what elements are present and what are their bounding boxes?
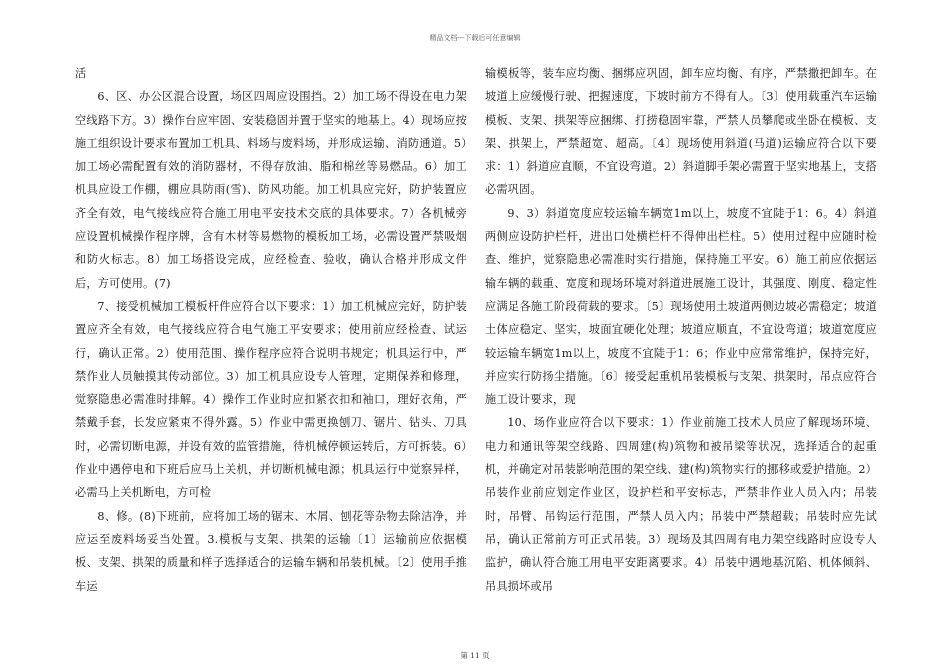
page-header: 精品文档---下载后可任意编辑 [429,34,521,42]
paragraph: 8、修。(8)下班前，应将加工场的锯末、木屑、刨花等杂物去除洁净，并应运至废料场妥当处置。3.模板与支架、拱架的运输〔1〕运输前应依据模板、支架、拱架的质量和样子选择适合的运输车辆和吊装机械。〔2〕使用手推车运 [75,509,467,593]
page-number: 第 11 页 [460,651,490,660]
paragraph: 输模板等，装车应均衡、捆绑应巩固，卸车应均衡、有序，严禁撒把卸车。在坡道上应缓慢行驶、把握速度，下坡时前方不得有人。〔3〕使用载重汽车运输模板、支架、拱架等应捆绑、打捞稳固牢靠，严禁人员攀爬或坐卧在模板、支架、拱架上，严禁超宽、超高。〔4〕现场使用斜道(马道)运输应符合以下要求：1）斜道应直顺，不宜设弯道。2）斜道脚手架必需置于坚实地基上，支搭必需巩固。 [485,67,877,197]
paragraph: 10、场作业应符合以下要求：1）作业前施工技术人员应了解现场环境、电力和通讯等架空线路、四周建(构)筑物和被吊梁等状况，选择适合的起重机，并确定对吊装影响范围的架空线、建(构)筑物实行的挪移或爱护措施。2）吊装作业前应划定作业区，设护栏和平安标志，严禁非作业人员入内；吊装时，吊臂、吊钩运行范围，严禁人员入内；吊装中严禁超载；吊装时应先试吊，确认正常前方可正式吊装。3）现场及其四周有电力架空线路时应设专人监护，确认符合施工用电平安距离要求。4）吊装中遇地基沉陷、机体倾斜、吊具损坏或吊 [485,416,877,593]
paragraph: 活 [75,67,87,80]
paragraph: 9、3）斜道宽度应较运输车辆宽1m以上，坡度不宜陡于1：6。4）斜道两侧应设防护栏杆，进出口处横栏杆不得伸出栏柱。5）使用过程中应随时检查、维护，觉察隐患必需准时实行措施，保持施工平安。6）施工前应依据运输车辆的载重、宽度和现场环境对斜道进展施工设计，其强度、刚度、稳定性应满足各施工阶段荷载的要求。〔5〕现场使用土坡道两侧边坡必需稳定；坡道土体应稳定、坚实，坡面宜硬化处理；坡道应顺直，不宜设弯道；坡道宽度应较运输车辆宽1m以上，坡度不宜陡于1：6；作业中应常常维护，保持完好，并应实行防扬尘措施。〔6〕接受起重机吊装模板与支架、拱架时，吊点应符合施工设计要求，现 [485,206,877,407]
paragraph: 7、接受机械加工模板杆件应符合以下要求：1）加工机械应完好，防护装置应齐全有效，电气接线应符合电气施工平安要求；使用前应经检查、试运行，确认正常。2）使用范围、操作程序应符合说明书规定；机具运行中，严禁作业人员触摸其传动部位。3）加工机具应设专人管理，定期保养和修理，觉察隐患必需准时排解。4）操作工作业时应扣紧衣扣和袖口，理好衣角，严禁戴手套，长发应紧束不得外露。5）作业中需更换刨刀、锯片、钻头、刀具时，必需切断电源，并设有效的监管措施，待机械停顿运转后，方可拆装。6）作业中遇停电和下班后应马上关机，并切断机械电源；机具运行中觉察异样，必需马上关机断电，方可检 [75,299,467,500]
left-column [75,62,467,598]
right-column [485,62,877,598]
paragraph: 6、区、办公区混合设置，场区四周应设围挡。2）加工场不得设在电力架空线路下方。3）操作台应牢固、安装稳固并置于坚实的地基上。4）现场应按施工组织设计要求布置加工机具、料场与废料场，并形成运输、消防通道。5）加工场必需配置有效的消防器材，不得存放油、脂和棉丝等易燃品。6）加工机具应设工作棚，棚应具防雨(雪)、防风功能。加工机具应完好，防护装置应齐全有效，电气接线应符合施工用电平安技术交底的具体要求。7）各机械旁应设置机械操作程序牌，含有木材等易燃物的模板加工场，必需设置严禁吸烟和防火标志。8）加工场搭设完成，应经检查、验收，确认合格并形成文件后，方可使用。(7) [75,90,467,290]
